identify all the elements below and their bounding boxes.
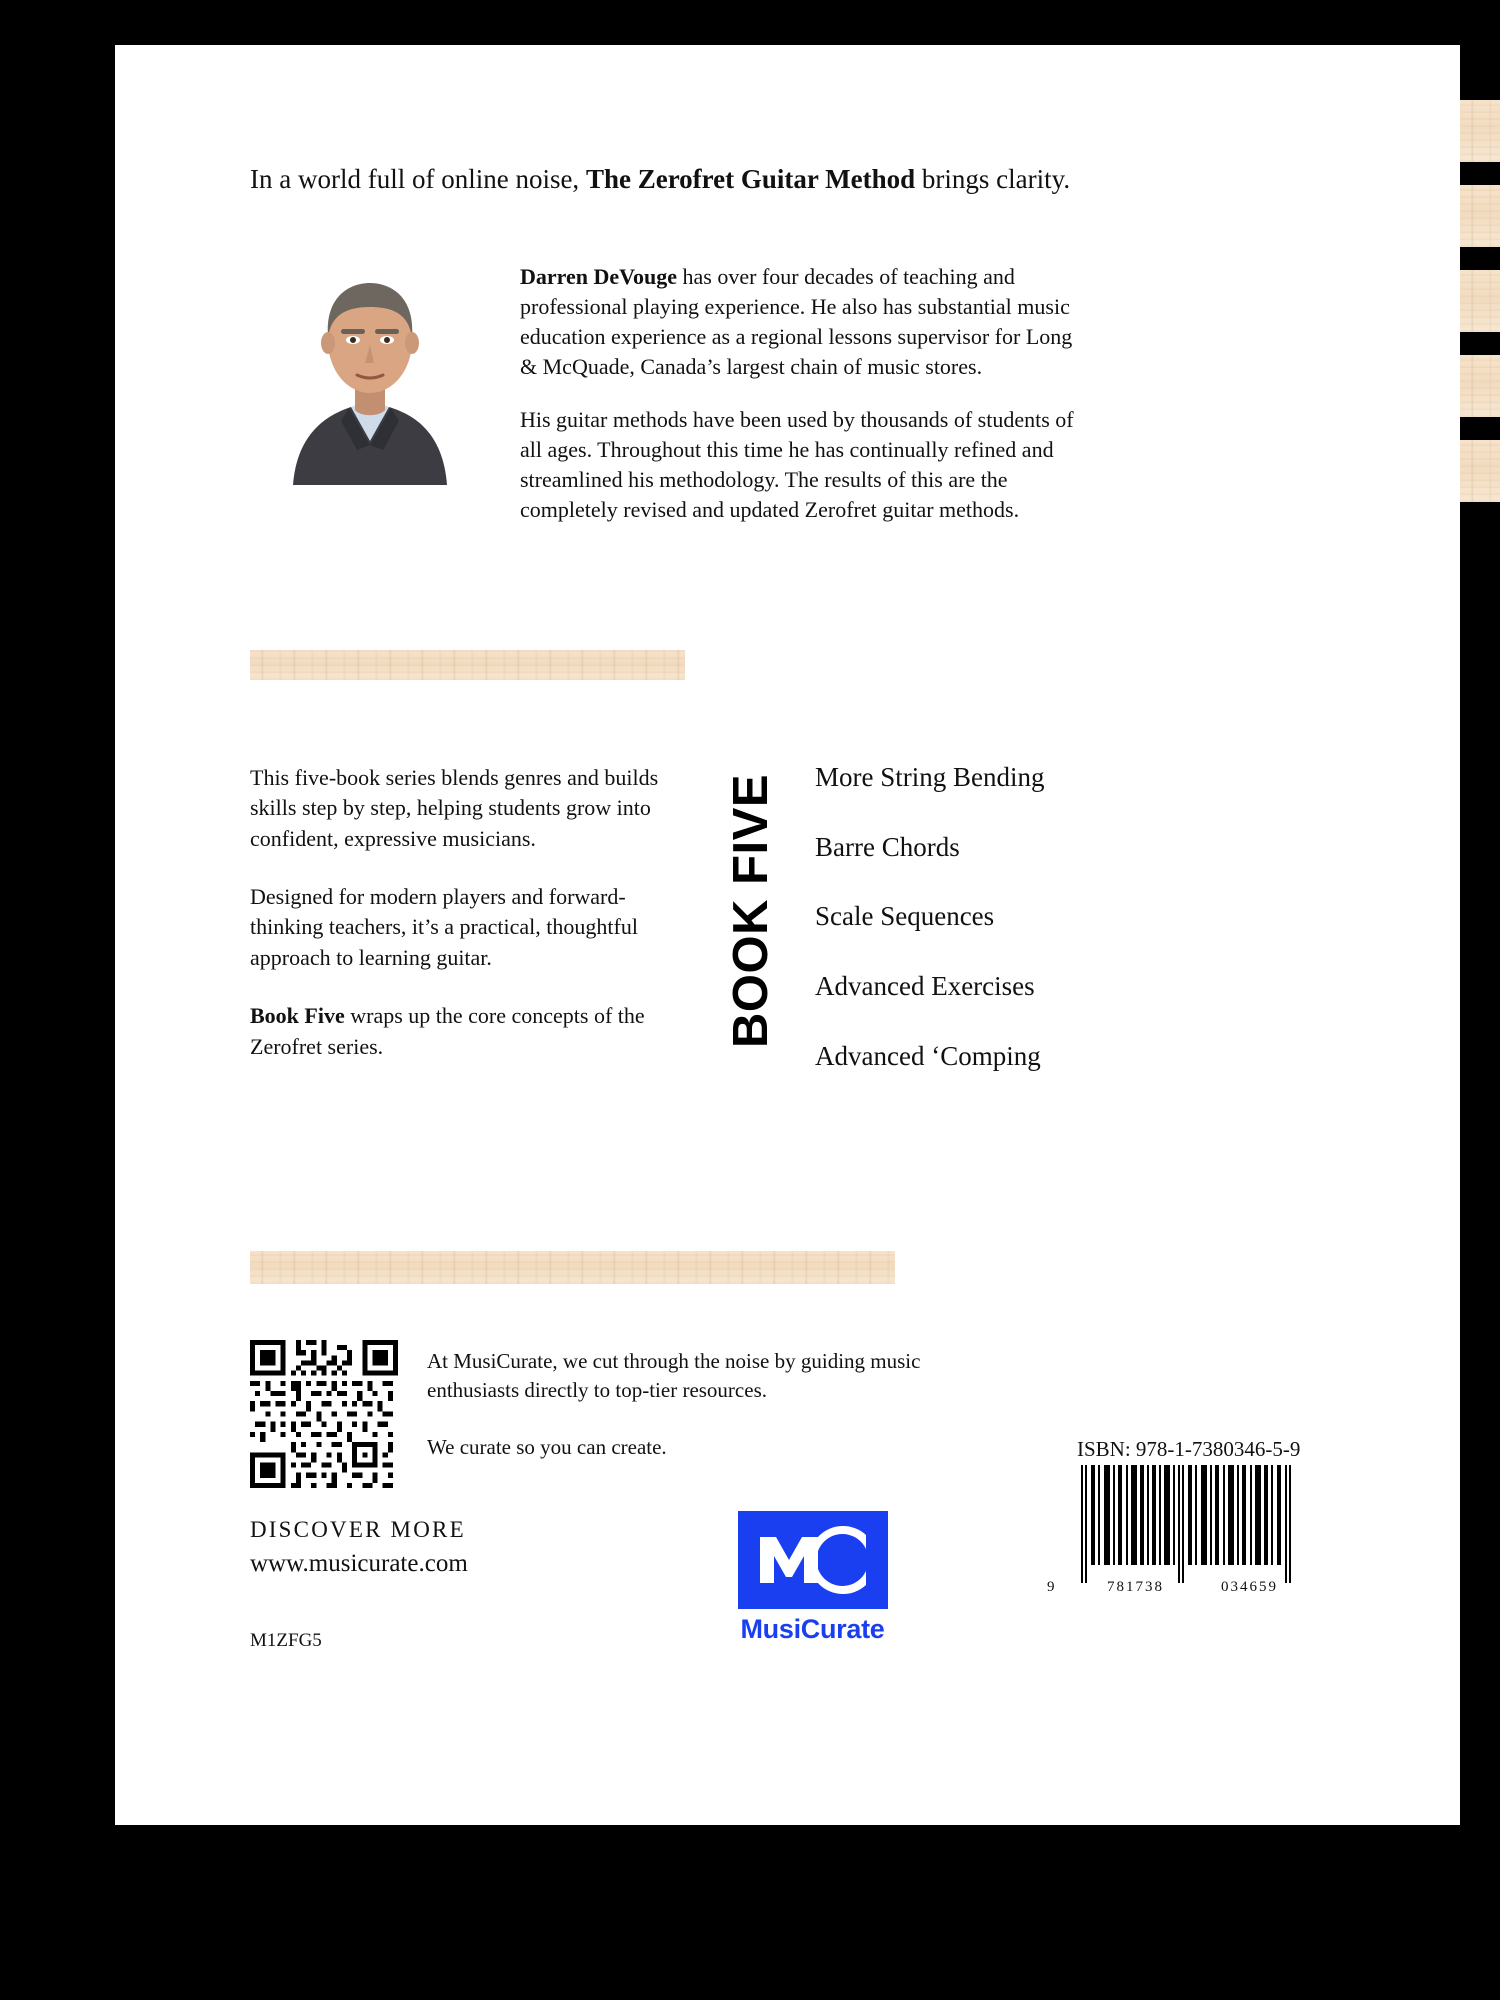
book-back-cover-page [115,45,1460,1825]
lead-suffix: brings clarity. [915,164,1071,194]
series-paragraph-3 [250,1001,690,1062]
lead-statement [250,163,1300,197]
author-bio [520,262,1080,525]
topic-item: Advanced ‘Comping [815,1040,1041,1071]
wood-edge-tab-4 [1460,355,1500,417]
series-paragraph-3-rest: wraps up the core concepts of the Zerofret series. [250,1003,645,1059]
lead-prefix: In a world full of online noise, [250,164,586,194]
topic-item: Barre Chords [815,831,960,862]
topic-item: Advanced Exercises [815,971,1035,1002]
musicurate-wordmark: MusiCurate [740,1614,885,1644]
wood-divider-bottom [250,1251,895,1284]
qr-code[interactable] [250,1340,398,1488]
lead-book-title: The Zerofret Guitar Method [585,164,916,194]
author-bio-paragraph-2: His guitar methods have been used by thousands of students of all ages. Throughout this time he has continually refined and streamlined his methodology. The results of this are the completely revised and updated Zerofret guitar methods. [520,406,1074,522]
discover-more-label: DISCOVER MORE [250,1517,466,1542]
barcode-digit-left: 9 [1047,1579,1055,1595]
publisher-blurb [427,1347,927,1461]
wood-edge-tab-2 [1460,185,1500,247]
topic-item: Scale Sequences [815,901,995,932]
publisher-blurb-paragraph-2: We curate so you can create. [427,1434,667,1459]
author-portrait-image [275,245,465,485]
website-url[interactable]: www.musicurate.com [250,1550,468,1577]
author-bio-paragraph-1 [520,262,1080,383]
wood-edge-tab-3 [1460,270,1500,332]
topic-list [815,763,1235,1071]
publisher-blurb-paragraph-1: At MusiCurate, we cut through the noise by guiding music enthusiasts directly to top-tier resources. [427,1349,921,1402]
series-paragraph-2: Designed for modern players and forward-thinking teachers, it’s a practical, thoughtful approach to learning guitar. [250,884,638,970]
author-bio-paragraph-1-rest: has over four decades of teaching and professional playing experience. He also has substantial music education experience as a regional lessons supervisor for Long & McQuade, Canada’s largest chain of music stores. [520,264,1073,380]
barcode-digit-right: 034659 [1221,1579,1278,1595]
book-number-label: BOOK FIVE [724,773,778,1048]
wood-edge-tab-5 [1460,440,1500,502]
series-paragraph-1: This five-book series blends genres and builds skills step by step, helping students grow into confident, expressive musicians. [250,765,659,851]
barcode-image [1077,1465,1305,1585]
topic-item: More String Bending [815,762,1045,792]
isbn-label: ISBN: 978-1-7380346-5-9 [1077,1437,1301,1461]
wood-divider-top [250,650,685,680]
publisher-logo [715,1511,910,1645]
series-description [250,763,690,1062]
barcode-digit-middle: 781738 [1107,1579,1164,1595]
series-book-label: Book Five [250,1003,345,1029]
wood-edge-tab-1 [1460,100,1500,162]
musicurate-mark-icon [738,1511,888,1609]
sku-code: M1ZFG5 [250,1630,322,1651]
author-name: Darren DeVouge [520,264,678,289]
